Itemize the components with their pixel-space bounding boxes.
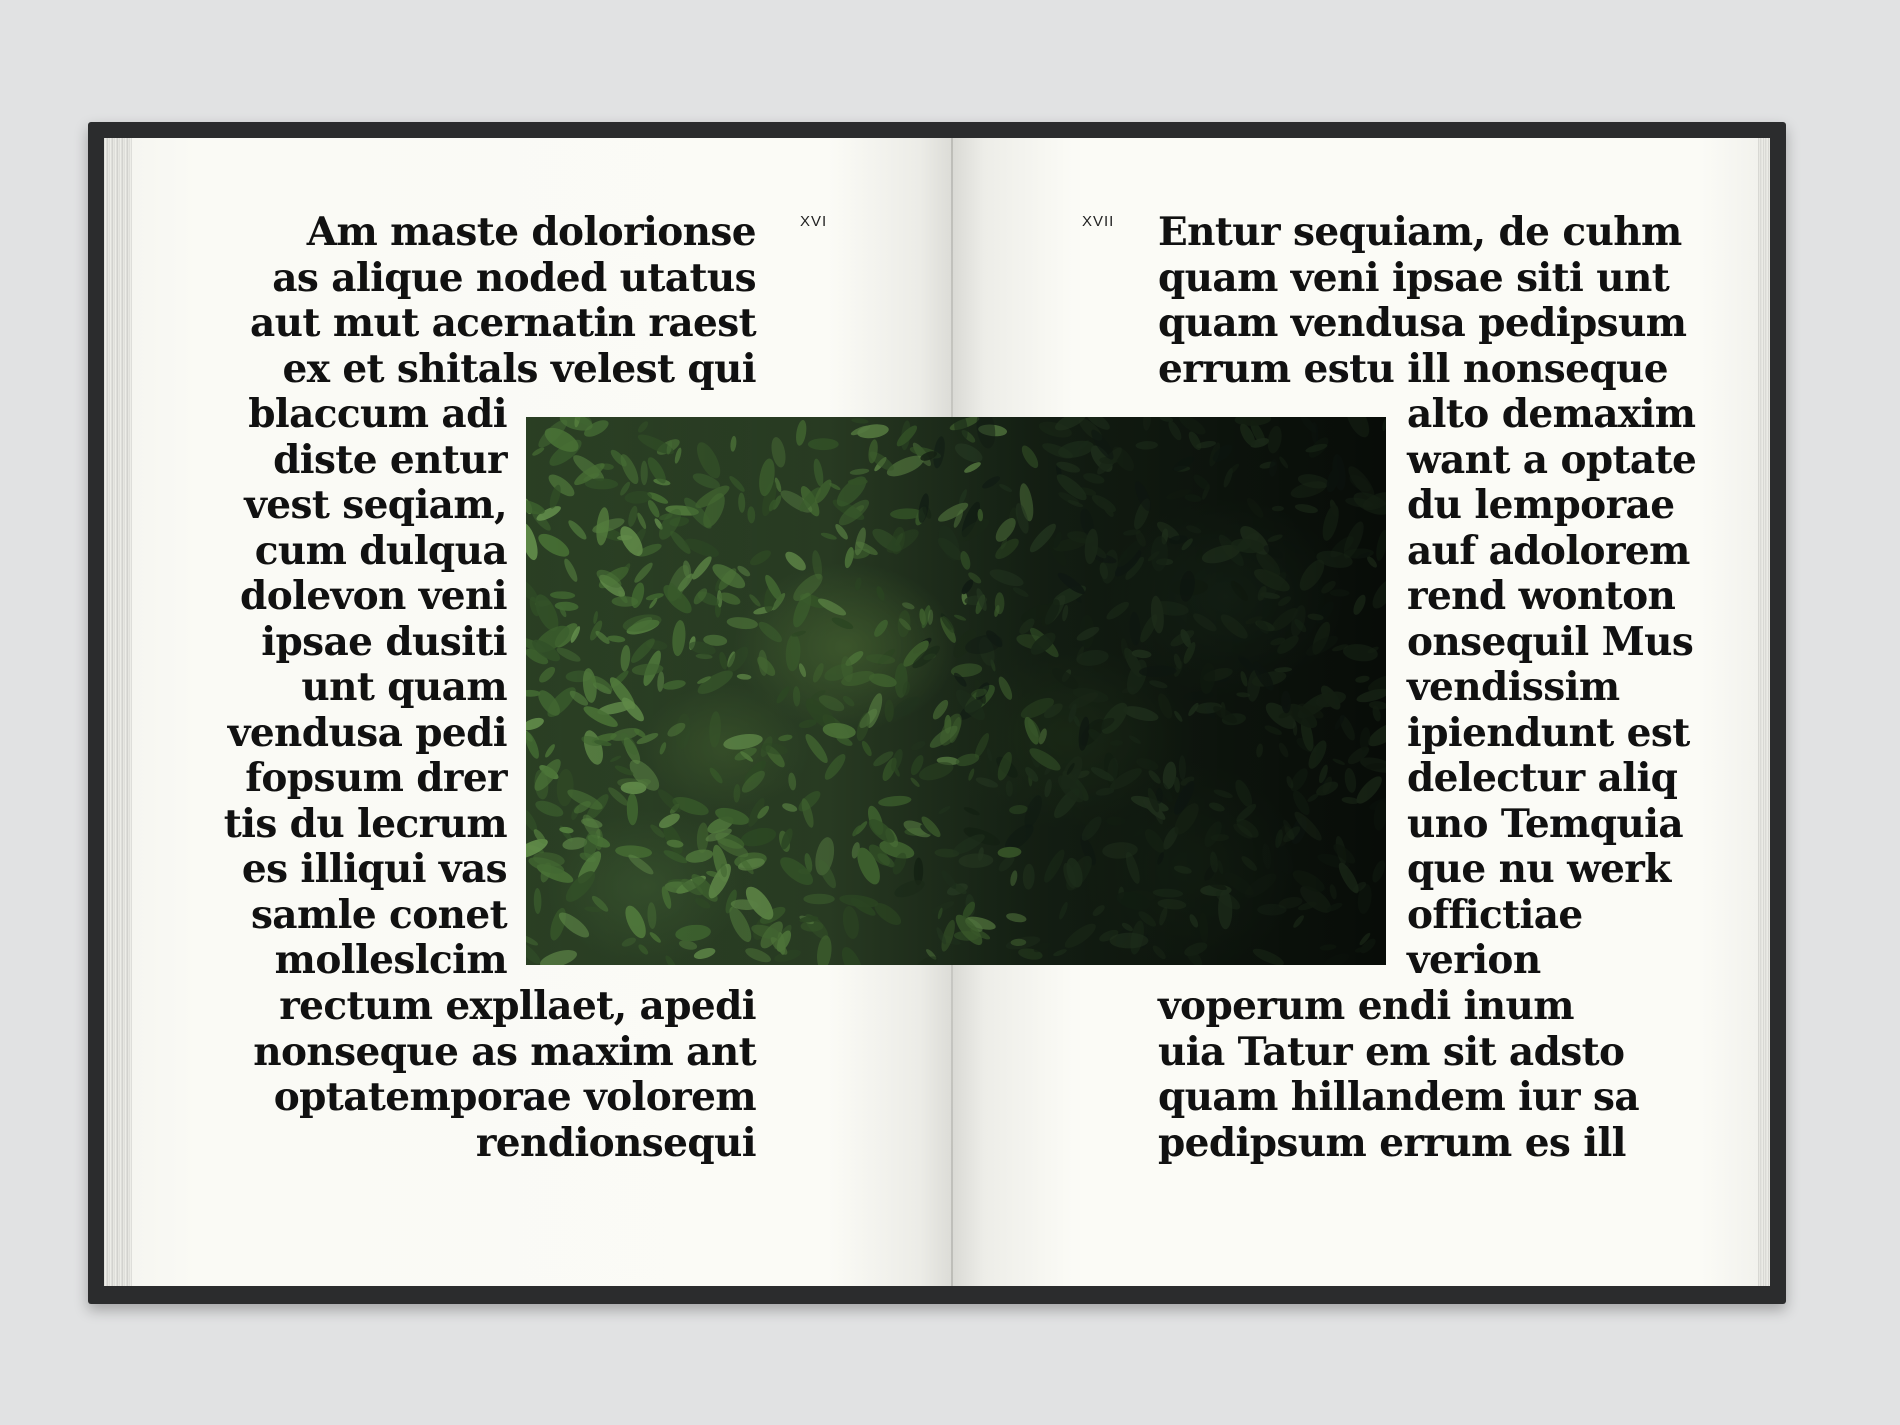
text-line: nonseque as maxim ant (253, 1028, 756, 1075)
text-line: voperum endi inum (1158, 983, 1574, 1029)
text-line: aut mut acernatin raest (250, 300, 756, 346)
text-line: errum estu ill nonseque (1158, 345, 1668, 392)
text-line: rend wonton (1407, 573, 1676, 619)
text-line: Am maste dolorionse (306, 209, 756, 255)
text-line: rectum expllaet, apedi (279, 983, 756, 1029)
text-line: alto demaxim (1407, 391, 1696, 437)
text-line: ipiendunt est (1407, 709, 1690, 756)
foliage-leaves-graphic (526, 417, 1386, 965)
text-line: as alique noded utatus (272, 254, 756, 301)
text-line: want a optate (1407, 436, 1697, 483)
text-line: du lemporae (1407, 482, 1675, 528)
foliage-photo (526, 417, 1386, 965)
right-text-top (1158, 210, 1686, 392)
text-line: quam vendusa pedipsum (1158, 300, 1687, 346)
text-line: dolevon veni (240, 573, 507, 619)
text-line: onsequil Mus (1407, 618, 1694, 665)
left-page-number: XVI (800, 213, 828, 230)
text-line: quam veni ipsae siti unt (1158, 254, 1670, 301)
text-line: molleslcim (274, 937, 507, 983)
right-text-bottom (1158, 984, 1639, 1166)
text-line: fopsum drer (245, 755, 507, 801)
text-line: cum dulqua (254, 527, 507, 574)
right-page-number: XVII (1082, 213, 1115, 230)
text-line: ipsae dusiti (261, 618, 507, 665)
text-line: offictiae (1407, 891, 1583, 938)
left-text-bottom (253, 984, 756, 1166)
text-line: Entur sequiam, de cuhm (1158, 209, 1682, 255)
text-line: uno Temquia (1407, 800, 1684, 847)
text-line: vendusa pedi (227, 709, 507, 756)
text-line: optatemporae volorem (273, 1074, 756, 1120)
text-line: vest seqiam, (244, 482, 507, 528)
text-line: verion (1407, 937, 1541, 983)
text-line: que nu werk (1407, 846, 1671, 892)
text-line: samle conet (250, 891, 507, 938)
text-line: rendionsequi (475, 1119, 756, 1166)
text-line: ex et shitals velest qui (282, 345, 756, 392)
text-line: quam hillandem iur sa (1158, 1074, 1640, 1120)
text-line: auf adolorem (1407, 527, 1690, 574)
right-text-wrap (1407, 392, 1696, 984)
text-line: uia Tatur em sit adsto (1158, 1028, 1625, 1075)
left-text-wrap (224, 392, 507, 984)
text-line: diste entur (273, 436, 507, 483)
text-line: blaccum adi (248, 391, 507, 437)
text-line: vendissim (1407, 664, 1620, 710)
photo-shade (526, 417, 1386, 965)
text-line: es illiqui vas (241, 846, 507, 892)
text-line: unt quam (301, 664, 507, 710)
text-line: tis du lecrum (223, 800, 507, 847)
left-text-top (250, 210, 756, 392)
text-line: delectur aliq (1407, 755, 1678, 801)
text-line: pedipsum errum es ill (1158, 1119, 1626, 1166)
